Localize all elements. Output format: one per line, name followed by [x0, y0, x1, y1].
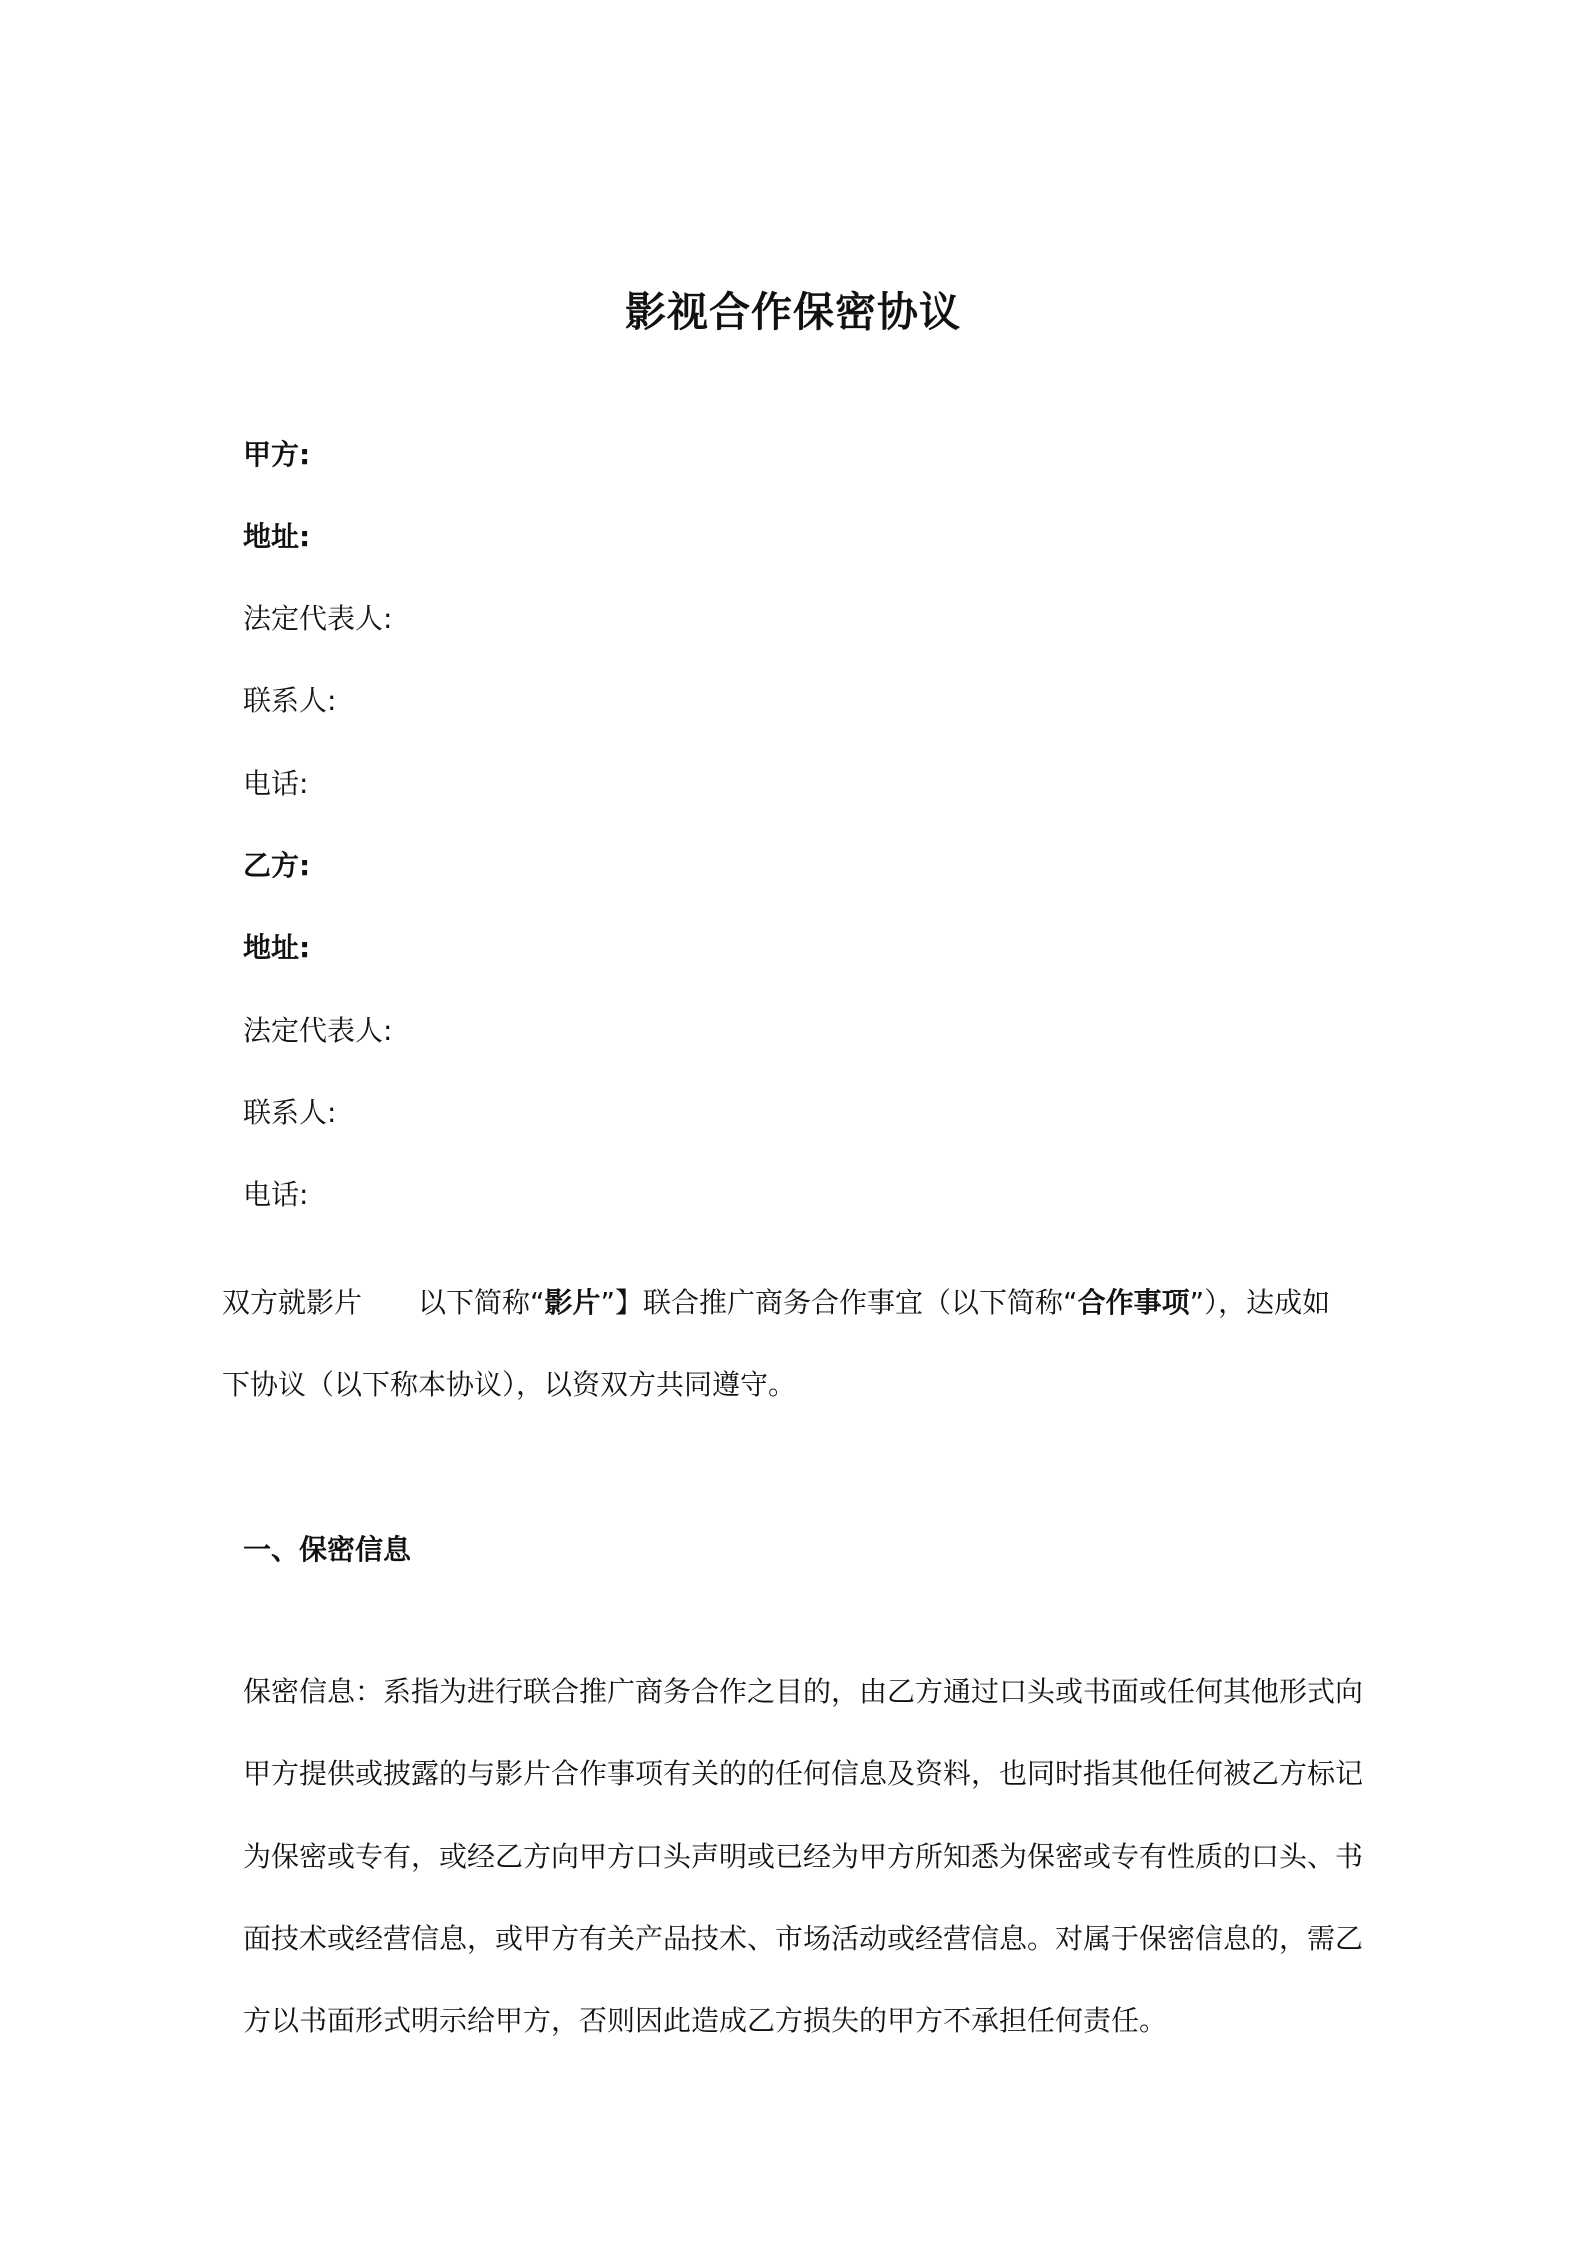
paragraph-line: 甲方提供或披露的与影片合作事项有关的的任何信息及资料，也同时指其他任何被乙方标记: [243, 1757, 1364, 1790]
intro-term-film: 影片: [544, 1286, 601, 1319]
document-title: 影视合作保密协议: [625, 288, 961, 336]
paragraph-line: 保密信息：系指为进行联合推广商务合作之目的，由乙方通过口头或书面或任何其他形式向: [243, 1675, 1364, 1708]
paragraph-line: 方以书面形式明示给甲方，否则因此造成乙方损失的甲方不承担任何责任。: [243, 2004, 1168, 2037]
section-heading: 一、保密信息: [243, 1533, 412, 1566]
party-a-address: 地址:: [243, 520, 311, 553]
party-b-phone: 电话:: [243, 1178, 309, 1211]
party-a-label: 甲方:: [243, 438, 311, 471]
party-a-contact: 联系人:: [243, 684, 337, 717]
party-a-phone: 电话:: [243, 767, 309, 800]
intro-term-matter: 合作事项: [1077, 1286, 1190, 1319]
intro-line-1: [222, 1283, 1330, 1323]
paragraph-line: 面技术或经营信息，或甲方有关产品技术、市场活动或经营信息。对属于保密信息的，需乙: [243, 1922, 1364, 1955]
intro-text-a: 双方就影片: [222, 1286, 363, 1319]
intro-text-d: ”】联合推广商务合作事宜（以下简称“: [600, 1286, 1078, 1319]
intro-text-b: 以下简称“: [418, 1286, 545, 1319]
paragraph-line: 为保密或专有，或经乙方向甲方口头声明或已经为甲方所知悉为保密或专有性质的口头、书: [243, 1840, 1364, 1873]
party-b-contact: 联系人:: [243, 1096, 337, 1129]
party-a-legal-rep: 法定代表人:: [243, 602, 393, 635]
party-b-address: 地址:: [243, 931, 311, 964]
intro-line-2: 下协议（以下称本协议），以资双方共同遵守。: [222, 1368, 797, 1401]
party-b-label: 乙方:: [243, 849, 311, 882]
intro-text-f: ”），达成如: [1189, 1286, 1331, 1319]
party-b-legal-rep: 法定代表人:: [243, 1014, 393, 1047]
